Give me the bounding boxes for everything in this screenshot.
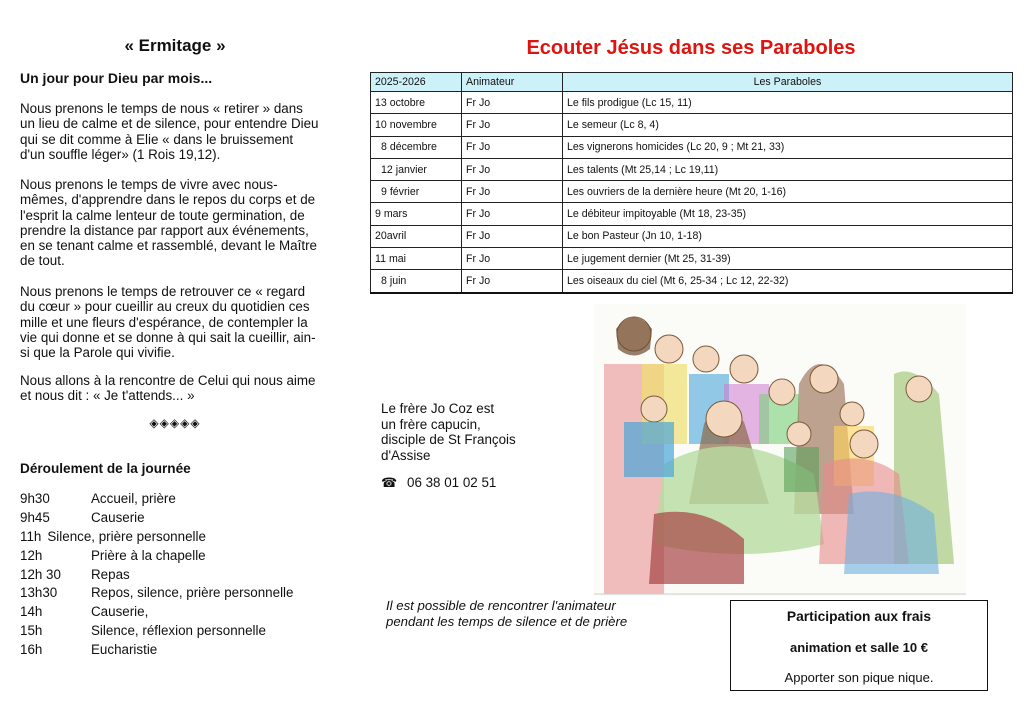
- crowd-drawing-icon: [594, 304, 966, 596]
- table-row: [371, 92, 1013, 114]
- row-date: 11 mai: [371, 248, 462, 270]
- schedule-row: 12h Prière à la chapelle: [20, 547, 206, 563]
- schedule-row: 9h45 Causerie: [20, 509, 145, 525]
- paragraph-encounter: Nous allons à la rencontre de Celui qui nous aime et nous dit : « Je t'attends... »: [20, 373, 316, 404]
- table-row: [371, 248, 1013, 270]
- table-row: [371, 270, 1013, 293]
- row-parable: Le bon Pasteur (Jn 10, 1-18): [563, 225, 1013, 247]
- row-animator: Fr Jo: [462, 248, 563, 270]
- diamond-separator: ◈◈◈◈◈: [149, 416, 201, 430]
- table-row: [371, 136, 1013, 158]
- schedule-list: [20, 490, 293, 660]
- row-date: 8 juin: [371, 270, 462, 293]
- row-parable: Le fils prodigue (Lc 15, 11): [563, 92, 1013, 114]
- header-animator: Animateur: [462, 73, 563, 92]
- header-year: 2025-2026: [371, 73, 462, 92]
- schedule-row: 13h30 Repos, silence, prière personnelle: [20, 585, 294, 601]
- schedule-row: 15h Silence, réflexion personnelle: [20, 623, 266, 639]
- row-date: 12 janvier: [371, 158, 462, 180]
- schedule-title: Déroulement de la journée: [20, 461, 191, 476]
- row-animator: Fr Jo: [462, 92, 563, 114]
- cost-note: Apporter son pique nique.: [784, 670, 934, 685]
- row-animator: Fr Jo: [462, 158, 563, 180]
- paragraph-heart: Nous prenons le temps de retrouver ce « regard du cœur » pour cueillir au creux du quotidien ces mille et une fleurs d'espérance, de contempler la vie qui donne et se donne à qui sait la cueillir, ain- si que la Parole qui vivifie.: [20, 284, 316, 361]
- telephone-icon: ☎: [381, 475, 398, 490]
- schedule-row: 14h Causerie,: [20, 604, 149, 620]
- phone-number[interactable]: 06 38 01 02 51: [407, 475, 497, 490]
- row-animator: Fr Jo: [462, 225, 563, 247]
- ermitage-subtitle: Un jour pour Dieu par mois...: [20, 70, 213, 86]
- row-animator: Fr Jo: [462, 270, 563, 293]
- jesus-teaching-illustration: [594, 304, 966, 596]
- paragraph-retreat: Nous prenons le temps de nous « retirer » dans un lieu de calme et de silence, pour entendre Dieu qui se dit comme à Elie « dans le bruissement d'un souffle léger» (1 Rois 19,12).: [20, 101, 319, 162]
- paragraph-live: Nous prenons le temps de vivre avec nous- mêmes, d'apprendre dans le repos du corps et de l'esprit la calme lenteur de toute germination, de prendre la distance par rapport aux événements, en se tenant calme et rassemblé, devant le Maître de tout.: [20, 177, 317, 269]
- cost-amount: animation et salle 10 €: [789, 640, 928, 655]
- row-parable: Le débiteur impitoyable (Mt 18, 23-35): [563, 203, 1013, 225]
- row-date: 13 octobre: [371, 92, 462, 114]
- header-parables: Les Paraboles: [563, 73, 1013, 92]
- row-animator: Fr Jo: [462, 136, 563, 158]
- ermitage-title: « Ermitage »: [124, 36, 226, 55]
- table-header-row: [371, 73, 1013, 92]
- parables-title: Ecouter Jésus dans ses Paraboles: [526, 37, 856, 59]
- row-parable: Le semeur (Lc 8, 4): [563, 114, 1013, 136]
- table-row: [371, 158, 1013, 180]
- row-animator: Fr Jo: [462, 114, 563, 136]
- schedule-row: 11h Silence, prière personnelle: [20, 528, 206, 544]
- cost-box: [730, 600, 988, 691]
- brother-info: Le frère Jo Coz est un frère capucin, disciple de St François d'Assise: [381, 401, 516, 463]
- row-date: 8 décembre: [371, 136, 462, 158]
- row-parable: Les talents (Mt 25,14 ; Lc 19,11): [563, 158, 1013, 180]
- row-parable: Les ouvriers de la dernière heure (Mt 20, 1-16): [563, 181, 1013, 203]
- row-parable: Les oiseaux du ciel (Mt 6, 25-34 ; Lc 12, 22-32): [563, 270, 1013, 293]
- meeting-note: Il est possible de rencontrer l'animateur pendant les temps de silence et de prière: [386, 598, 628, 629]
- schedule-row: 9h30 Accueil, prière: [20, 491, 176, 506]
- table-row: [371, 225, 1013, 247]
- row-date: 9 mars: [371, 203, 462, 225]
- row-date: 20avril: [371, 225, 462, 247]
- parables-table: [370, 72, 1013, 294]
- row-animator: Fr Jo: [462, 181, 563, 203]
- schedule-row: 16h Eucharistie: [20, 642, 158, 658]
- cost-title: Participation aux frais: [786, 609, 932, 624]
- table-row: [371, 203, 1013, 225]
- row-parable: Les vignerons homicides (Lc 20, 9 ; Mt 21, 33): [563, 136, 1013, 158]
- phone-contact: [381, 475, 496, 491]
- row-animator: Fr Jo: [462, 203, 563, 225]
- row-parable: Le jugement dernier (Mt 25, 31-39): [563, 248, 1013, 270]
- schedule-row: 12h 30 Repas: [20, 566, 130, 582]
- row-date: 10 novembre: [371, 114, 462, 136]
- table-row: [371, 181, 1013, 203]
- table-row: [371, 114, 1013, 136]
- row-date: 9 février: [371, 181, 462, 203]
